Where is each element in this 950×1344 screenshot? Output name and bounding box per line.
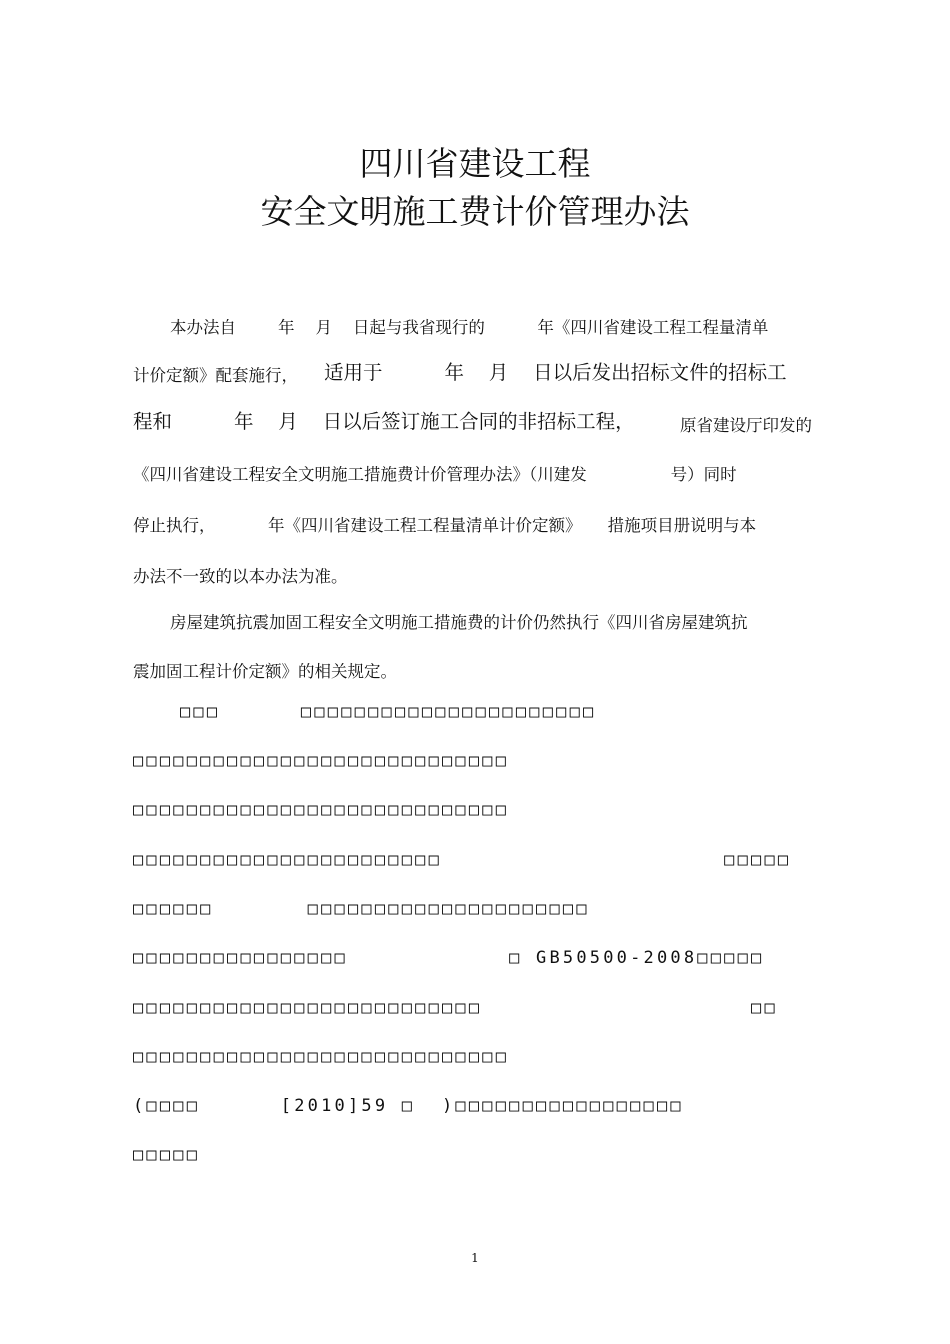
paragraph-line: 办法不一致的以本办法为准。: [133, 567, 348, 586]
garbled-line: □□□□□□□□□□□□□□□□□□□□□□□□□□□□: [133, 800, 510, 820]
garbled-line: □□□□□□ □□□□□□□□□□□□□□□□□□□□□: [133, 899, 590, 919]
garbled-line: □□□□□: [133, 1145, 201, 1165]
garbled-line: □□□ □□□□□□□□□□□□□□□□□□□□□□: [180, 702, 597, 722]
paragraph-line: 《四川省建设工程安全文明施工措施费计价管理办法》（川建发 号）同时: [133, 465, 737, 484]
document-title-line-1: 四川省建设工程: [359, 144, 591, 183]
paragraph-line: 计价定额》配套施行，: [133, 366, 298, 385]
garbled-line: □□□□□□□□□□□□□□□□ □ GB50500-2008□□□□□: [133, 948, 765, 968]
document-title-line-2: 安全文明施工费计价管理办法: [260, 192, 690, 231]
garbled-line: □□□□□□□□□□□□□□□□□□□□□□□ □□□□□: [133, 850, 792, 870]
paragraph-line: 本办法自 年 月 日起与我省现行的 年《四川省建设工程工程量清单: [170, 318, 769, 337]
paragraph-line: 震加固工程计价定额》的相关规定。: [133, 662, 397, 681]
paragraph-line: 原省建设厅印发的: [680, 416, 812, 435]
garbled-line: (□□□□ [2010]59 □ )□□□□□□□□□□□□□□□□□: [133, 1096, 684, 1116]
paragraph-line: 停止执行， 年《四川省建设工程工程量清单计价定额》 措施项目册说明与本: [133, 516, 757, 535]
paragraph-line: 适用于 年 月 日以后发出招标文件的招标工: [324, 361, 787, 384]
garbled-line: □□□□□□□□□□□□□□□□□□□□□□□□□□ □□: [133, 998, 778, 1018]
page-number: 1: [471, 1251, 479, 1265]
garbled-line: □□□□□□□□□□□□□□□□□□□□□□□□□□□□: [133, 1047, 510, 1067]
paragraph-line: 房屋建筑抗震加固工程安全文明施工措施费的计价仍然执行《四川省房屋建筑抗: [170, 613, 748, 632]
garbled-line: □□□□□□□□□□□□□□□□□□□□□□□□□□□□: [133, 751, 510, 771]
paragraph-line: 程和 年 月 日以后签订施工合同的非招标工程，: [133, 410, 635, 433]
